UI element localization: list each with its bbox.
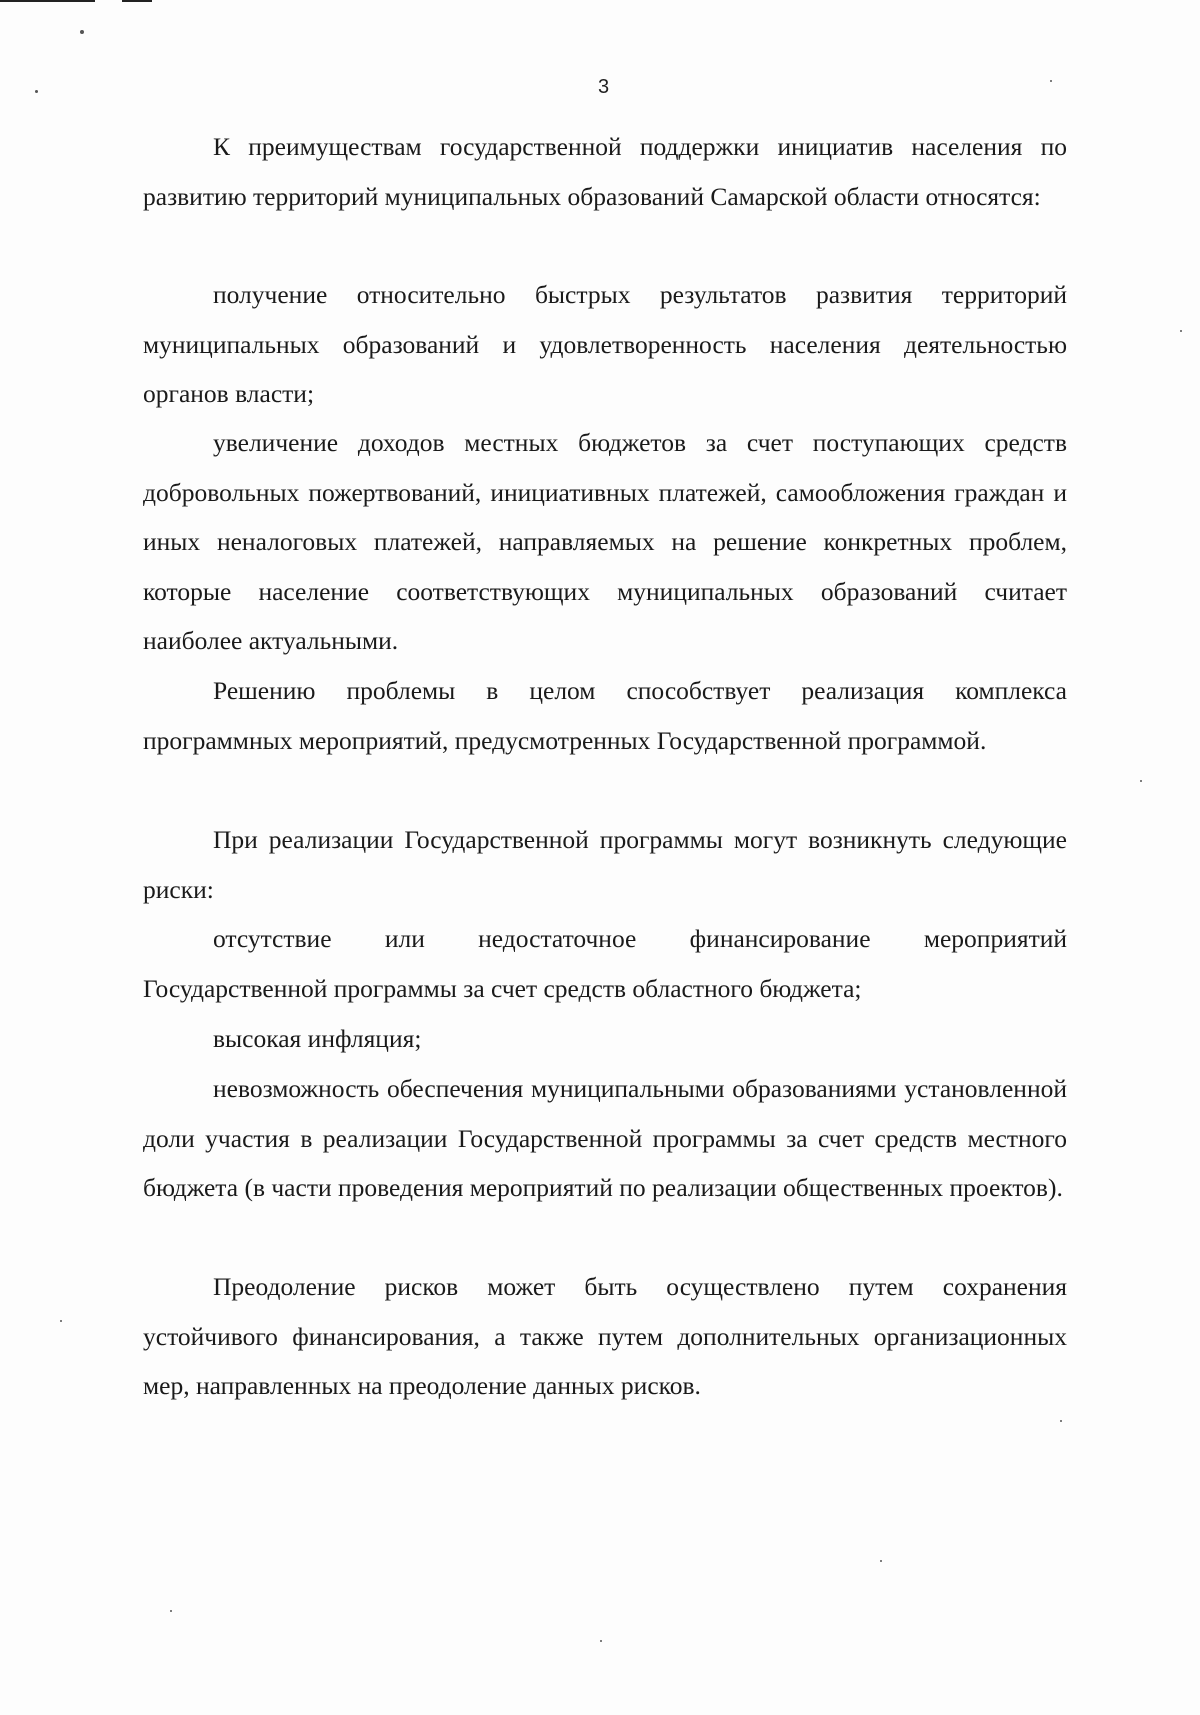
paragraph: К преимуществам государственной поддержки инициатив населения по развитию территорий муниципальных образований Самарской области относятся: (143, 132, 1067, 211)
paragraph-benefit-2 (143, 418, 1067, 666)
page-number: 3 (598, 76, 610, 98)
scan-speck (1050, 80, 1052, 82)
scan-speck (170, 1610, 172, 1612)
paragraph-risk-2 (143, 1014, 1067, 1064)
scan-edge-line (122, 0, 152, 2)
paragraph: Решению проблемы в целом способствует реализация комплекса программных мероприятий, предусмотренных Государственной программой. (143, 676, 1067, 755)
paragraph: Преодоление рисков может быть осуществлено путем сохранения устойчивого финансирования, а также путем дополнительных организационных мер, направленных на преодоление данных рисков. (143, 1272, 1067, 1400)
paragraph-solution (143, 666, 1067, 765)
scan-speck (1180, 330, 1182, 332)
paragraph-benefit-1 (143, 270, 1067, 419)
paragraph-risks-intro (143, 815, 1067, 914)
paragraph: При реализации Государственной программы могут возникнуть следующие риски: (143, 825, 1067, 904)
scan-edge-line (0, 0, 95, 2)
paragraph: невозможность обеспечения муниципальными образованиями установленной доли участия в реализации Государственной программы за счет средств местного бюджета (в части проведения мероприятий по реализации общественных проектов). (143, 1074, 1067, 1202)
paragraph: высокая инфляция; (213, 1024, 422, 1053)
paragraph: получение относительно быстрых результатов развития территорий муниципальных образований и удовлетворенность населения деятельностью органов власти; (143, 280, 1067, 408)
scan-speck (880, 1560, 882, 1562)
scan-speck (600, 1640, 602, 1642)
paragraph-intro (143, 122, 1067, 221)
paragraph-risk-1 (143, 914, 1067, 1013)
paragraph: отсутствие или недостаточное финансирование мероприятий Государственной программы за счет средств областного бюджета; (143, 924, 1067, 1003)
scan-speck (1060, 1420, 1062, 1422)
paragraph-risk-3 (143, 1064, 1067, 1213)
paragraph-mitigation (143, 1262, 1067, 1411)
scan-speck (1140, 780, 1142, 782)
scan-speck (80, 30, 84, 34)
paragraph: увеличение доходов местных бюджетов за счет поступающих средств добровольных пожертвований, инициативных платежей, самообложения граждан и иных неналоговых платежей, направляемых на решение конкретных проблем, которые население соответствующих муниципальных образований считает наиболее актуальными. (143, 428, 1067, 655)
scan-speck (60, 1320, 62, 1322)
scan-speck (35, 90, 38, 93)
